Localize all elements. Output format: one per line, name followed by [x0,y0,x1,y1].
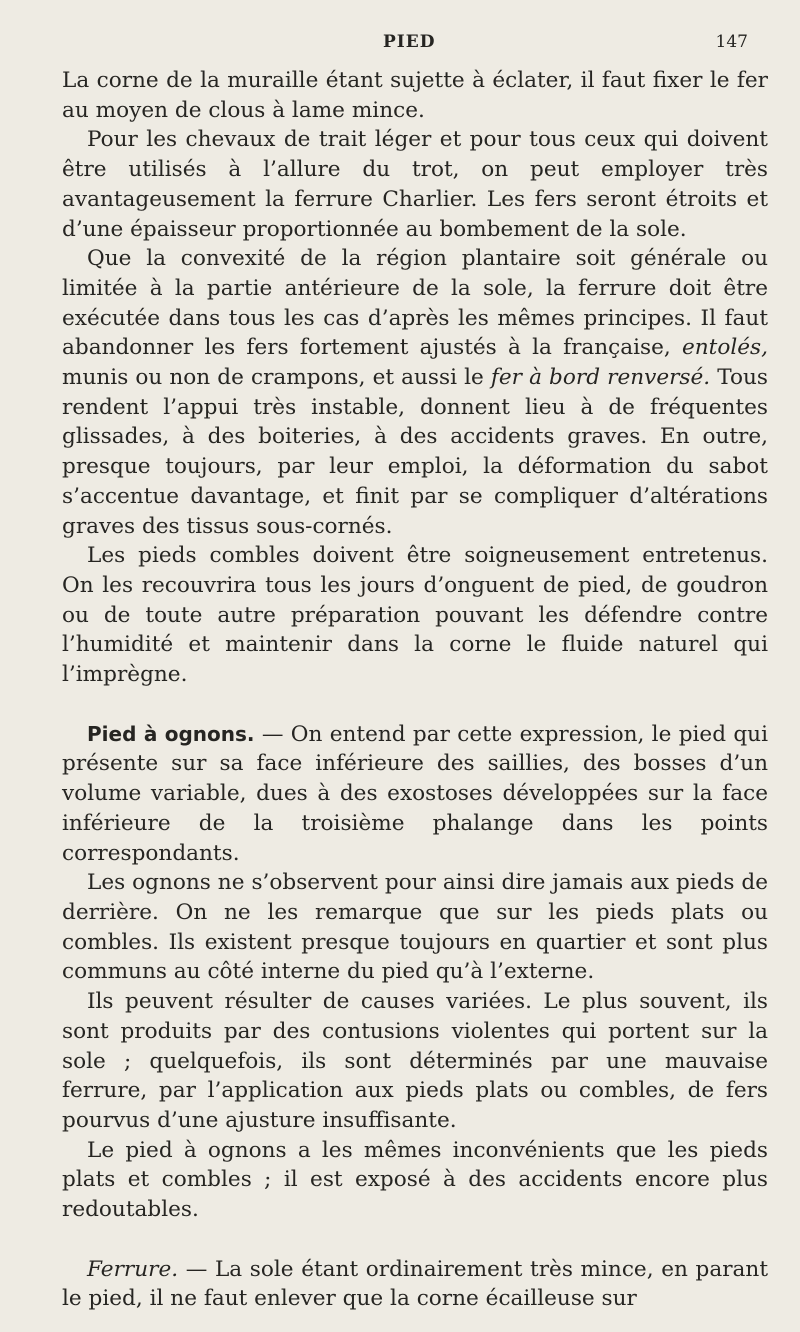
paragraph-5 [62,720,768,869]
paragraph-3 [62,244,768,541]
section-heading-pied-a-ognons: Pied à ognons. [87,721,255,746]
paragraph-5-text: — On entend par cette expression, le pied qui présente sur sa face inférieure des saillies, des bosses d’un volume variable, dues à des exostoses développées sur la face inférieure de la troisième phalange dans les points correspondants. [62,721,768,866]
paragraph-9 [62,1255,768,1314]
section-heading-ferrure: Ferrure. [87,1256,179,1282]
running-header [0,32,800,56]
running-title: PIED [383,32,436,52]
paragraph-7: Ils peuvent résulter de causes variées. Le plus souvent, ils sont produits par des contusions violentes qui portent sur la sole ; quelquefois, ils sont déterminés par une mauvaise ferrure, par l’application aux pieds plats ou combles, de fers pourvus d’une ajusture insuffisante. [62,989,768,1133]
paragraph-2: Pour les chevaux de trait léger et pour tous ceux qui doivent être utilisés à l’allure du trot, on peut employer très avantageusement la ferrure Charlier. Les fers seront étroits et d’une épaisseur proportionnée au bombement de la sole. [62,127,768,242]
paragraph-3-text-b: munis ou non de crampons, et aussi le [62,365,491,391]
page-body [62,66,768,1314]
paragraph-9-text: — La sole étant ordinairement très mince, en parant le pied, il ne faut enlever que la corne écailleuse sur [62,1256,768,1312]
paragraph-1: La corne de la muraille étant sujette à éclater, il faut fixer le fer au moyen de clous à lame mince. [62,68,768,123]
paragraph-3-text-a: Que la convexité de la région plantaire soit générale ou limitée à la partie antérieure de la sole, la ferrure doit être exécutée dans tous les cas d’après les mêmes principes. Il faut abandonner les fers fortement ajustés à la française, [62,246,768,361]
paragraph-6: Les ognons ne s’observent pour ainsi dire jamais aux pieds de derrière. On ne les remarque que sur les pieds plats ou combles. Ils existent presque toujours en quartier et sont plus communs au côté interne du pied qu’à l’externe. [62,870,768,985]
paragraph-8: Le pied à ognons a les mêmes inconvénients que les pieds plats et combles ; il est exposé à des accidents encore plus redoutables. [62,1137,768,1223]
paragraph-3-italic-2: fer à bord renversé. [490,365,711,391]
paragraph-3-italic-1: entolés, [682,335,768,361]
paragraph-4: Les pieds combles doivent être soigneusement entretenus. On les recouvrira tous les jours d’onguent de pied, de goudron ou de toute autre préparation pouvant les défendre contre l’humidité et maintenir dans la corne le fluide naturel qui l’imprègne. [62,543,768,688]
page-number: 147 [715,32,748,52]
paragraph-3-text-c: Tous rendent l’appui très instable, donnent lieu à de fréquentes glissades, à des boiteries, à des accidents graves. En outre, presque toujours, par leur emploi, la déformation du sabot s’accentue davantage, et finit par se compliquer d’altérations graves des tissus sous-cornés. [62,365,768,539]
